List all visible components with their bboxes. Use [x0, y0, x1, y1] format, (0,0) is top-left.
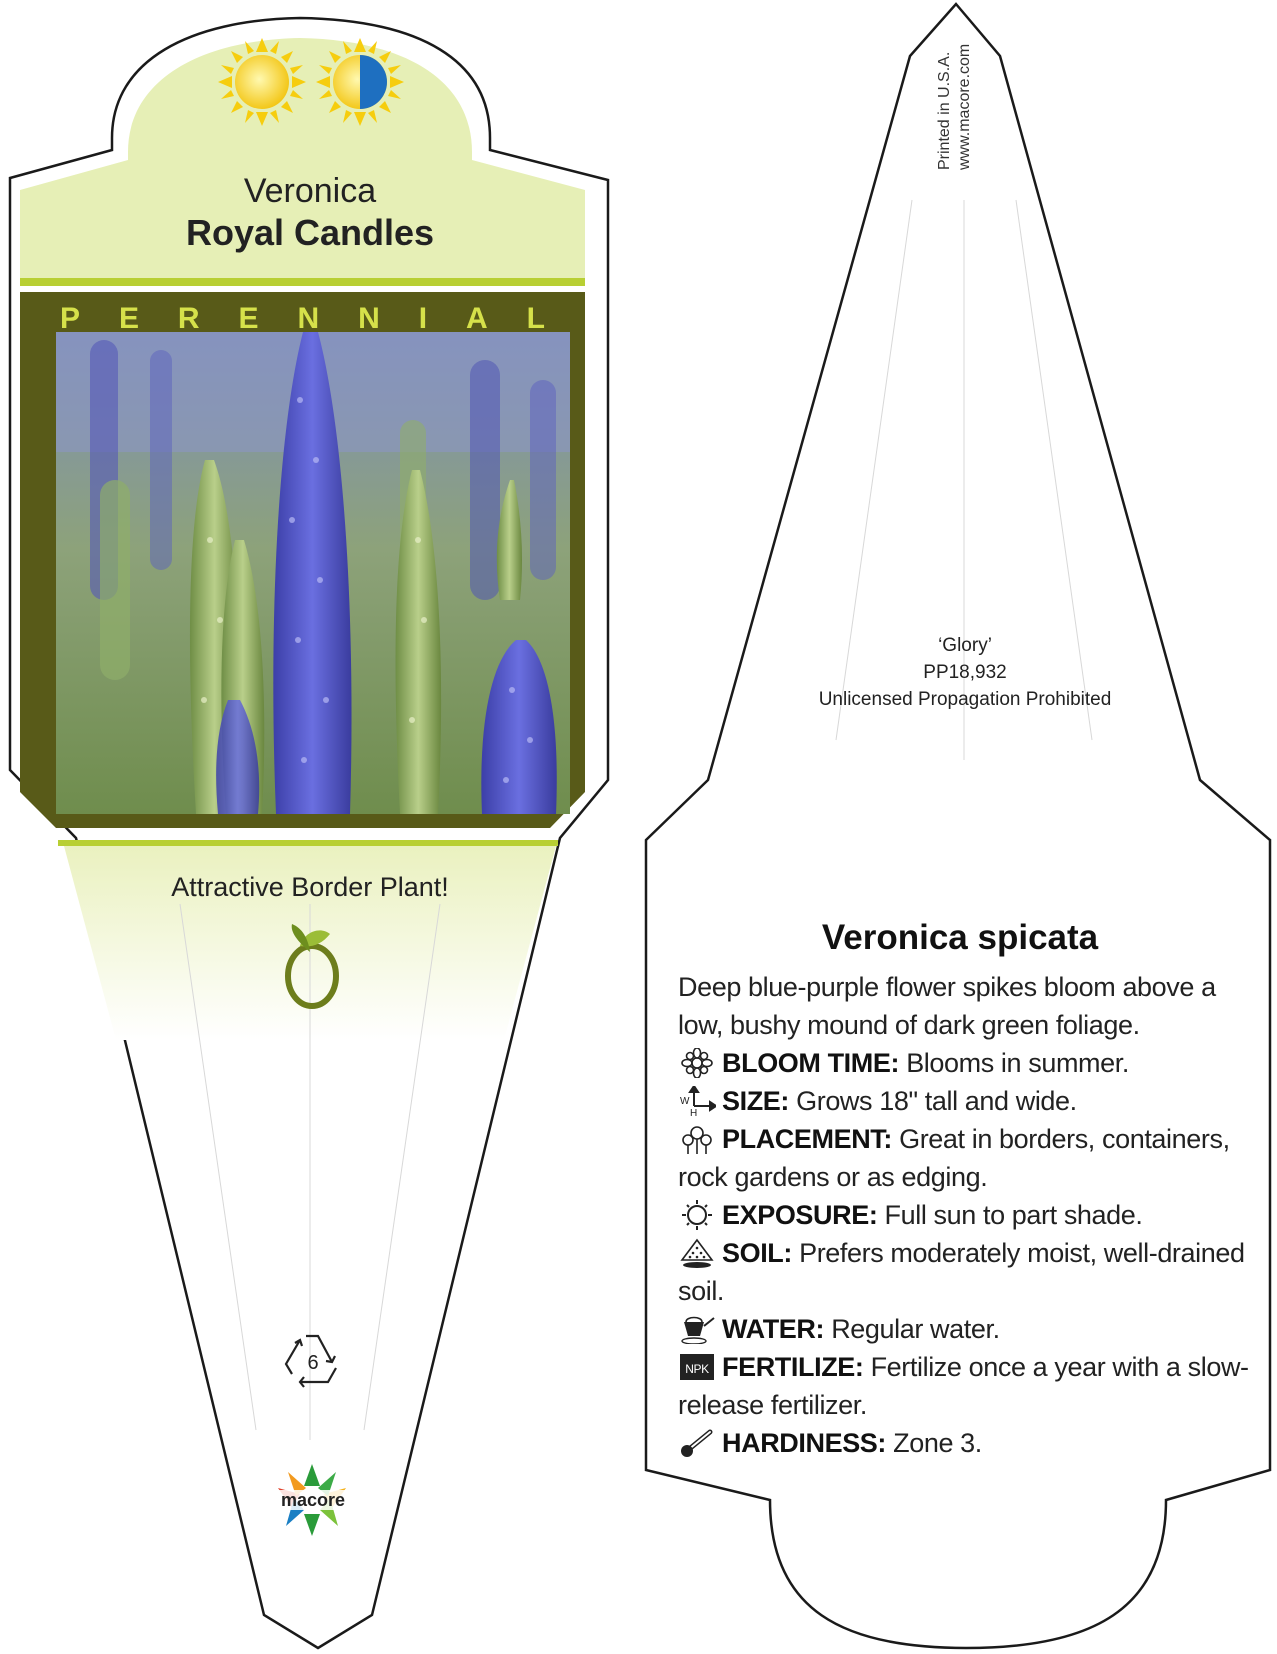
attribute-value: Prefers moderately moist, well-drained soil.	[678, 1238, 1245, 1306]
full-sun-icon	[218, 38, 306, 126]
category-letter: A	[465, 302, 488, 335]
blue-purple-veronica-flower-spikes-photo	[56, 332, 570, 814]
attribute-size	[678, 1082, 1258, 1120]
attribute-value: Full sun to part shade.	[884, 1200, 1143, 1230]
attribute-label: SIZE:	[722, 1086, 790, 1116]
attribute-fertilize	[678, 1348, 1258, 1424]
category-letter: R	[177, 302, 200, 335]
category-label	[20, 302, 585, 336]
plant-cultivar: Royal Candles	[185, 212, 435, 253]
website: www.macore.com	[956, 43, 973, 170]
category-letter: P	[60, 302, 81, 335]
category-letter: N	[297, 302, 320, 335]
attribute-label: HARDINESS:	[722, 1428, 887, 1458]
variety-name: ‘Glory’	[938, 635, 992, 656]
attribute-label: PLACEMENT:	[722, 1124, 892, 1154]
attribute-label: FERTILIZE:	[722, 1352, 864, 1382]
propagation-notice: Unlicensed Propagation Prohibited	[818, 689, 1112, 710]
category-letter: L	[526, 302, 545, 335]
species-name: Veronica spicata	[821, 918, 1099, 957]
attribute-exposure	[678, 1196, 1258, 1234]
flower-icon	[678, 1048, 716, 1078]
npk-icon	[678, 1352, 716, 1382]
print-info	[935, 44, 975, 170]
attribute-label: BLOOM TIME:	[722, 1048, 900, 1078]
attribute-value: Great in borders, containers, rock gardens or as edging.	[678, 1124, 1230, 1192]
size-icon-h: H	[690, 1108, 697, 1116]
category-letter: E	[238, 302, 259, 335]
attribute-value: Blooms in summer.	[906, 1048, 1129, 1078]
size-arrows-icon	[678, 1086, 716, 1116]
plant-genus: Veronica	[243, 172, 377, 210]
attribute-hardiness	[678, 1424, 1258, 1462]
attribute-soil	[678, 1234, 1258, 1310]
watering-can-icon	[678, 1314, 716, 1344]
care-info	[678, 968, 1258, 1462]
sun-outline-icon	[678, 1200, 716, 1230]
patent-info	[760, 632, 1170, 713]
attribute-placement	[678, 1120, 1258, 1196]
patent-number: PP18,932	[923, 662, 1007, 683]
npk-text: NPK	[685, 1362, 709, 1376]
category-letter: E	[118, 302, 139, 335]
placement-flowers-icon	[678, 1124, 716, 1154]
part-shade-icon	[316, 38, 404, 126]
attribute-bloom-time	[678, 1044, 1258, 1082]
category-letter: N	[358, 302, 380, 335]
thermometer-icon	[678, 1428, 716, 1458]
attribute-label: WATER:	[722, 1314, 825, 1344]
attribute-value: Zone 3.	[893, 1428, 982, 1458]
printed-in: Printed in U.S.A.	[936, 51, 953, 170]
category-letter: I	[418, 302, 428, 335]
description: Deep blue-purple flower spikes bloom above a low, bushy mound of dark green foliage.	[678, 972, 1216, 1040]
tagline: Attractive Border Plant!	[171, 872, 449, 902]
brand-name: macore	[280, 1490, 346, 1510]
size-icon-w: W	[680, 1096, 690, 1107]
attribute-label: EXPOSURE:	[722, 1200, 878, 1230]
attribute-label: SOIL:	[722, 1238, 792, 1268]
attribute-value: Fertilize once a year with a slow-release fertilizer.	[678, 1352, 1249, 1420]
header-band	[20, 278, 585, 286]
attribute-water	[678, 1310, 1258, 1348]
recycle-number: 6	[307, 1352, 319, 1374]
attribute-value: Grows 18" tall and wide.	[796, 1086, 1077, 1116]
photo-bottom-band	[58, 840, 558, 846]
soil-trowel-icon	[678, 1238, 716, 1268]
attribute-value: Regular water.	[831, 1314, 1000, 1344]
